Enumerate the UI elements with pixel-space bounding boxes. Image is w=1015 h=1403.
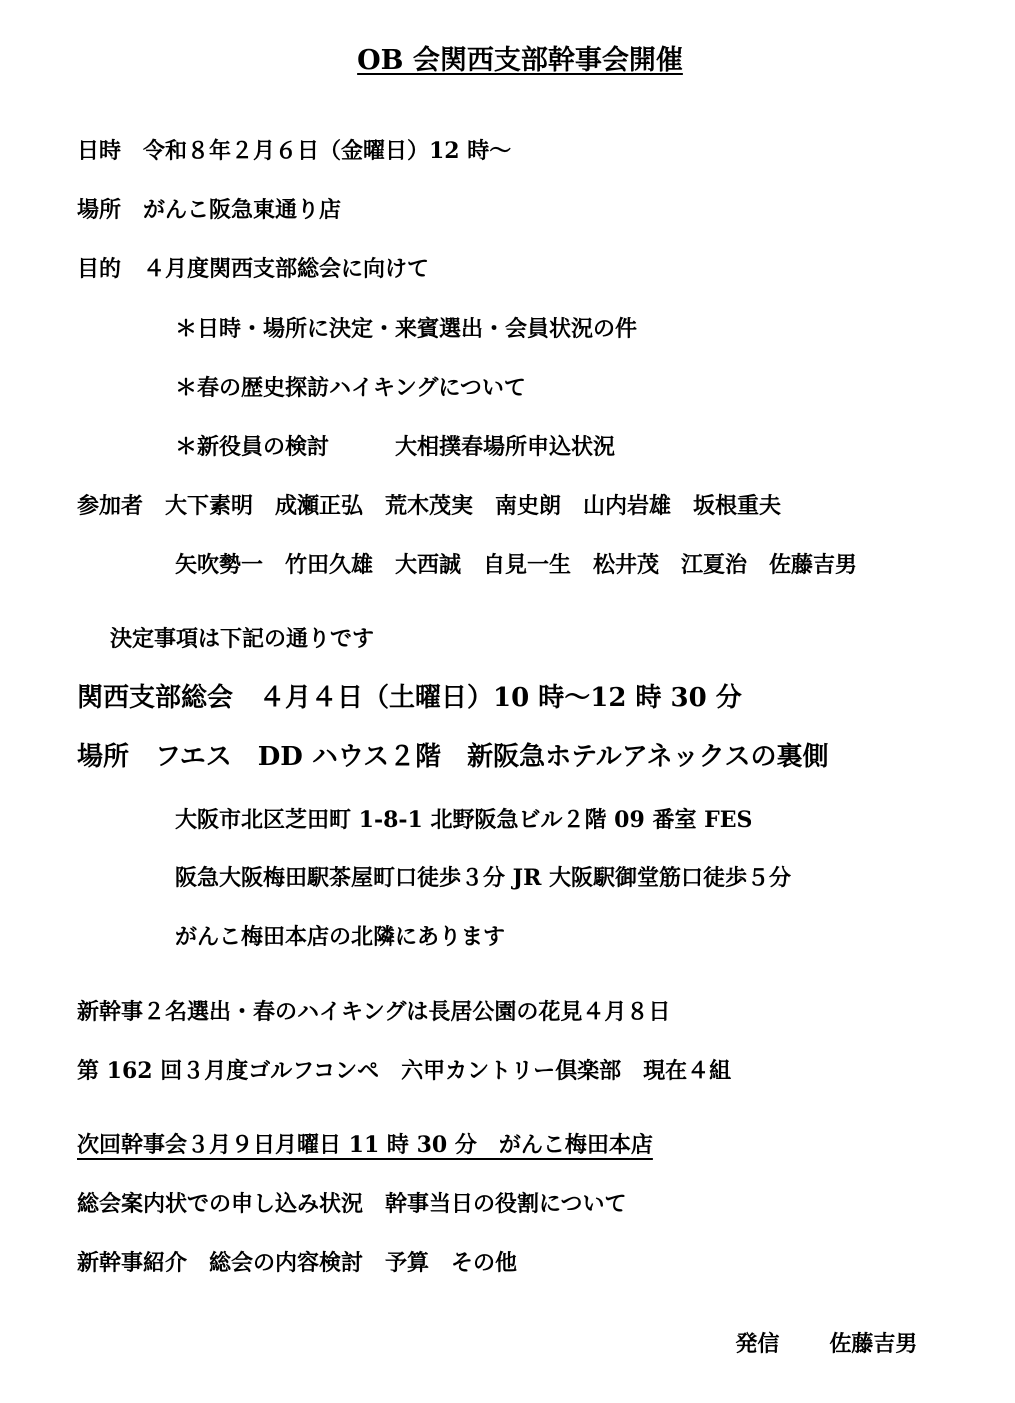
- next-meeting-heading: 次回幹事会３月９日月曜日 11 時 30 分 がんこ梅田本店: [77, 1132, 653, 1158]
- general-meeting-venue: 場所 フエス DD ハウス２階 新阪急ホテルアネックスの裏側: [77, 742, 829, 772]
- venue-landmark: がんこ梅田本店の北隣にあります: [175, 924, 506, 950]
- purpose-item: ＊日時・場所に決定・来賓選出・会員状況の件: [175, 316, 638, 342]
- meeting-place: 場所 がんこ阪急東通り店: [77, 197, 342, 223]
- sender-label: 発信: [735, 1331, 780, 1357]
- sender-name: 佐藤吉男: [829, 1331, 918, 1357]
- purpose-item: ＊新役員の検討 大相撲春場所申込状況: [175, 434, 616, 460]
- next-meeting-topic: 新幹事紹介 総会の内容検討 予算 その他: [77, 1250, 518, 1276]
- page-title: OB 会関西支部幹事会開催: [357, 45, 683, 76]
- sender: [720, 1311, 917, 1355]
- general-meeting-date: 関西支部総会 ４月４日（土曜日）10 時～12 時 30 分: [77, 683, 742, 713]
- golf-competition: 第 162 回３月度ゴルフコンペ 六甲カントリー倶楽部 現在４組: [77, 1058, 732, 1084]
- purpose-item: ＊春の歴史探訪ハイキングについて: [175, 375, 526, 401]
- meeting-purpose: 目的 ４月度関西支部総会に向けて: [77, 256, 430, 282]
- attendees-line-2: 矢吹勢一 竹田久雄 大西誠 自見一生 松井茂 江夏治 佐藤吉男: [175, 552, 858, 578]
- venue-access: 阪急大阪梅田駅茶屋町口徒歩３分 JR 大阪駅御堂筋口徒歩５分: [175, 865, 792, 891]
- decisions-intro: 決定事項は下記の通りです: [110, 626, 375, 652]
- next-meeting-topic: 総会案内状での申し込み状況 幹事当日の役割について: [77, 1191, 627, 1217]
- officers-hiking: 新幹事２名選出・春のハイキングは長居公園の花見４月８日: [77, 999, 671, 1025]
- meeting-datetime: 日時 令和８年２月６日（金曜日）12 時～: [77, 138, 512, 164]
- venue-address: 大阪市北区芝田町 1-8-1 北野阪急ビル２階 09 番室 FES: [175, 807, 753, 833]
- attendees-line-1: 参加者 大下素明 成瀬正弘 荒木茂実 南史朗 山内岩雄 坂根重夫: [77, 493, 782, 519]
